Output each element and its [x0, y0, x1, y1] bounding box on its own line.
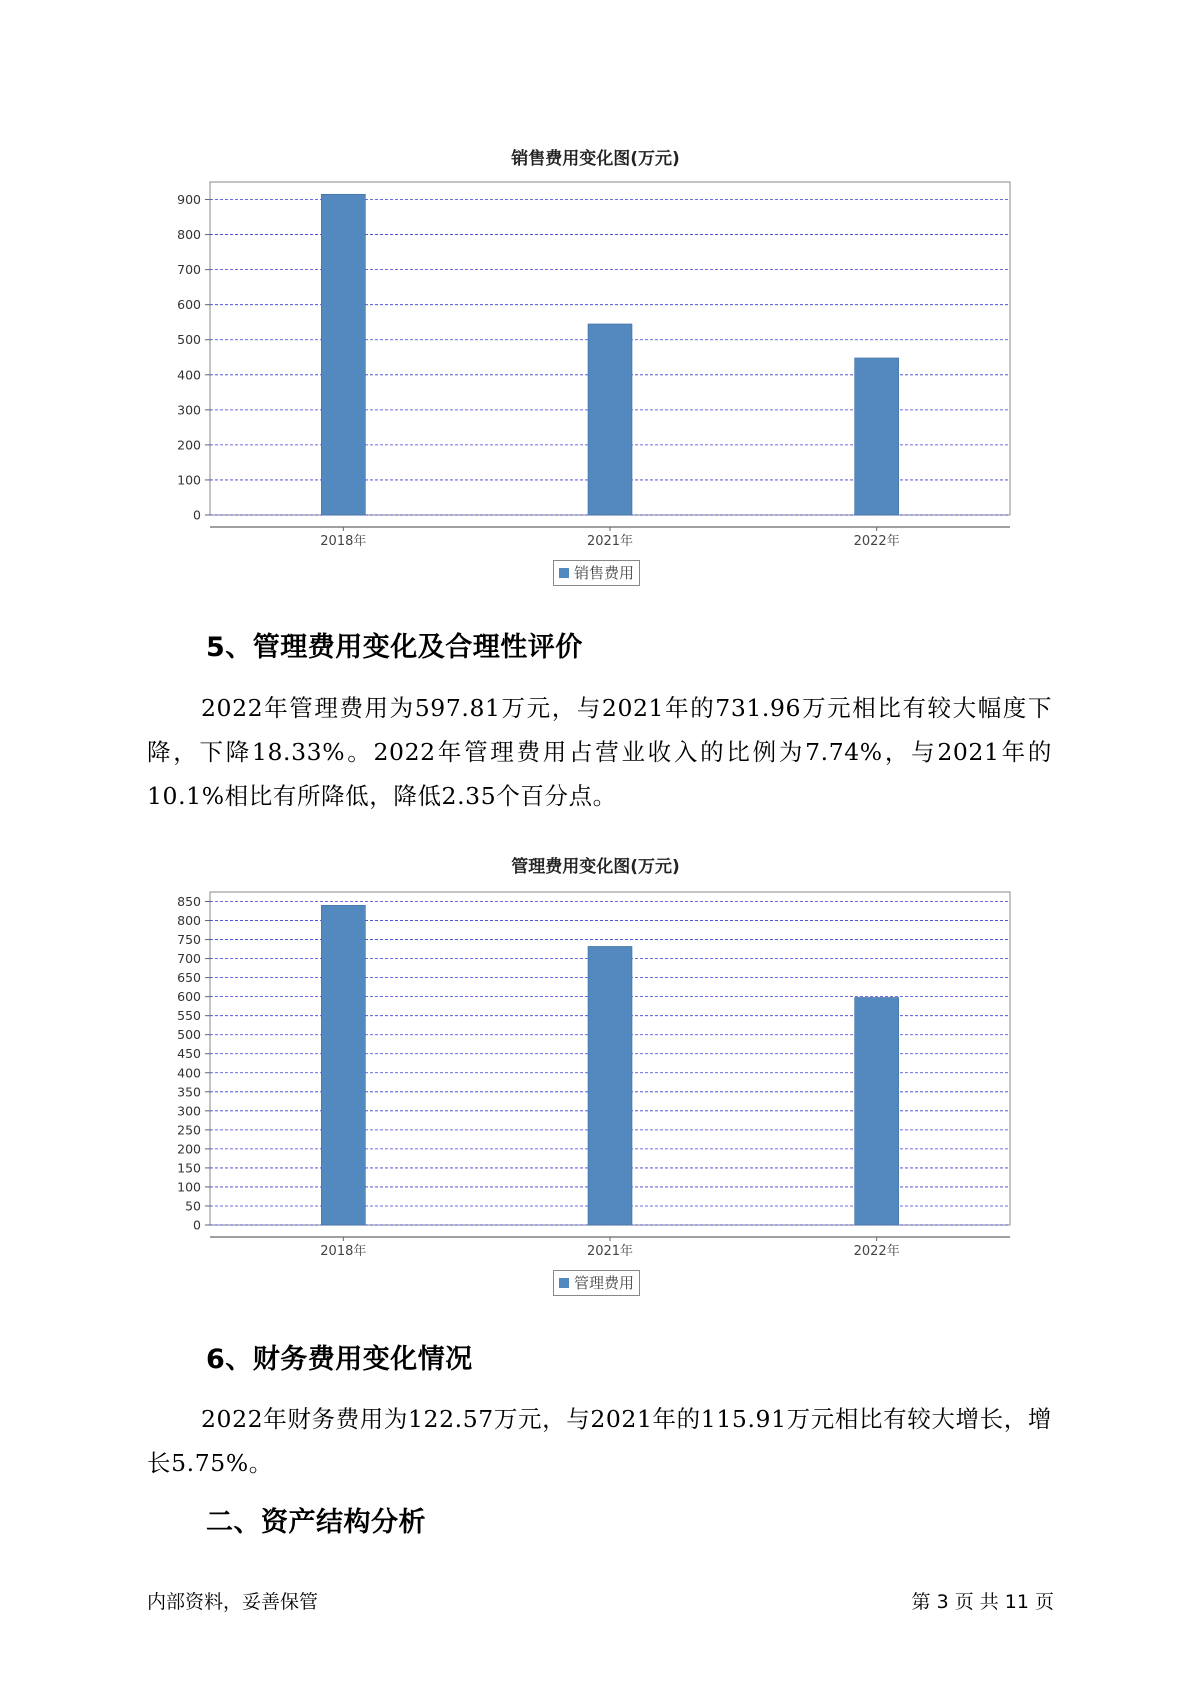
chart1-y-tick-label: 600 — [177, 297, 201, 313]
chart2-y-tick-label: 750 — [177, 932, 201, 948]
sales-expense-chart — [0, 175, 1191, 549]
chart2-y-tick-label: 500 — [177, 1027, 201, 1043]
chart2-legend — [553, 1270, 640, 1296]
section-two-heading: 二、资产结构分析 — [206, 1507, 426, 1538]
chart2-bar-2021年 — [588, 946, 632, 1225]
section5-heading: 5、管理费用变化及合理性评价 — [206, 632, 583, 663]
footer-page-number: 第 3 页 共 11 页 — [911, 1591, 1054, 1613]
chart2-y-tick-label: 700 — [177, 951, 201, 967]
chart2-bar-2018年 — [321, 905, 365, 1225]
chart2-y-tick-label: 250 — [177, 1122, 201, 1138]
chart1-y-tick-label: 900 — [177, 192, 201, 208]
section6-heading: 6、财务费用变化情况 — [206, 1344, 473, 1375]
chart2-y-tick-label: 100 — [177, 1179, 201, 1195]
chart2-x-tick-label: 2018年 — [320, 1244, 367, 1259]
chart1-bar-2021年 — [588, 324, 632, 515]
chart2-legend-label: 管理费用 — [574, 1274, 635, 1292]
management-expense-chart — [0, 885, 1191, 1259]
chart1-bar-2022年 — [855, 358, 899, 515]
section6-paragraph: 2022年财务费用为122.57万元，与2021年的115.91万元相比有较大增长，增长5.75%。 — [147, 1405, 1052, 1477]
chart1-y-tick-label: 400 — [177, 367, 201, 383]
chart2-y-tick-label: 50 — [185, 1198, 201, 1214]
chart1-y-tick-label: 200 — [177, 437, 201, 453]
chart2-title: 管理费用变化图(万元) — [511, 857, 680, 877]
chart2-bar-2022年 — [855, 997, 899, 1225]
chart1-y-tick-label: 100 — [177, 472, 201, 488]
chart2-y-tick-label: 650 — [177, 970, 201, 986]
legend-swatch — [559, 568, 569, 578]
chart1-legend — [553, 560, 640, 586]
legend-swatch — [559, 1278, 569, 1288]
chart1-y-tick-label: 500 — [177, 332, 201, 348]
chart2-x-tick-label: 2021年 — [586, 1244, 634, 1259]
chart2-y-tick-label: 400 — [177, 1065, 201, 1081]
chart1-x-tick-label: 2018年 — [320, 534, 367, 549]
chart1-y-tick-label: 0 — [193, 507, 201, 523]
chart2-y-tick-label: 600 — [177, 989, 201, 1005]
chart1-y-tick-label: 700 — [177, 262, 201, 278]
chart1-bar-2018年 — [321, 194, 365, 515]
chart2-y-tick-label: 350 — [177, 1084, 201, 1100]
chart1-title: 销售费用变化图(万元) — [511, 149, 680, 169]
chart2-y-tick-label: 450 — [177, 1046, 201, 1062]
chart2-y-tick-label: 850 — [177, 894, 201, 910]
chart1-x-tick-label: 2021年 — [586, 534, 634, 549]
section5-paragraph: 2022年管理费用为597.81万元，与2021年的731.96万元相比有较大幅度下降，下降18.33%。2022年管理费用占营业收入的比例为7.74%，与2021年的10.1%相比有所降低，降低2.35个百分点。 — [147, 694, 1052, 810]
chart2-x-tick-label: 2022年 — [853, 1244, 900, 1259]
chart1-y-tick-label: 800 — [177, 227, 201, 243]
chart1-legend-label: 销售费用 — [574, 564, 635, 582]
chart2-y-tick-label: 200 — [177, 1141, 201, 1157]
chart2-y-tick-label: 550 — [177, 1008, 201, 1024]
chart2-y-tick-label: 150 — [177, 1160, 201, 1176]
chart2-y-tick-label: 300 — [177, 1103, 201, 1119]
chart1-x-tick-label: 2022年 — [853, 534, 900, 549]
chart1-y-tick-label: 300 — [177, 402, 201, 418]
footer-left: 内部资料，妥善保管 — [147, 1591, 319, 1613]
chart2-y-tick-label: 800 — [177, 913, 201, 929]
chart2-y-tick-label: 0 — [193, 1217, 201, 1233]
